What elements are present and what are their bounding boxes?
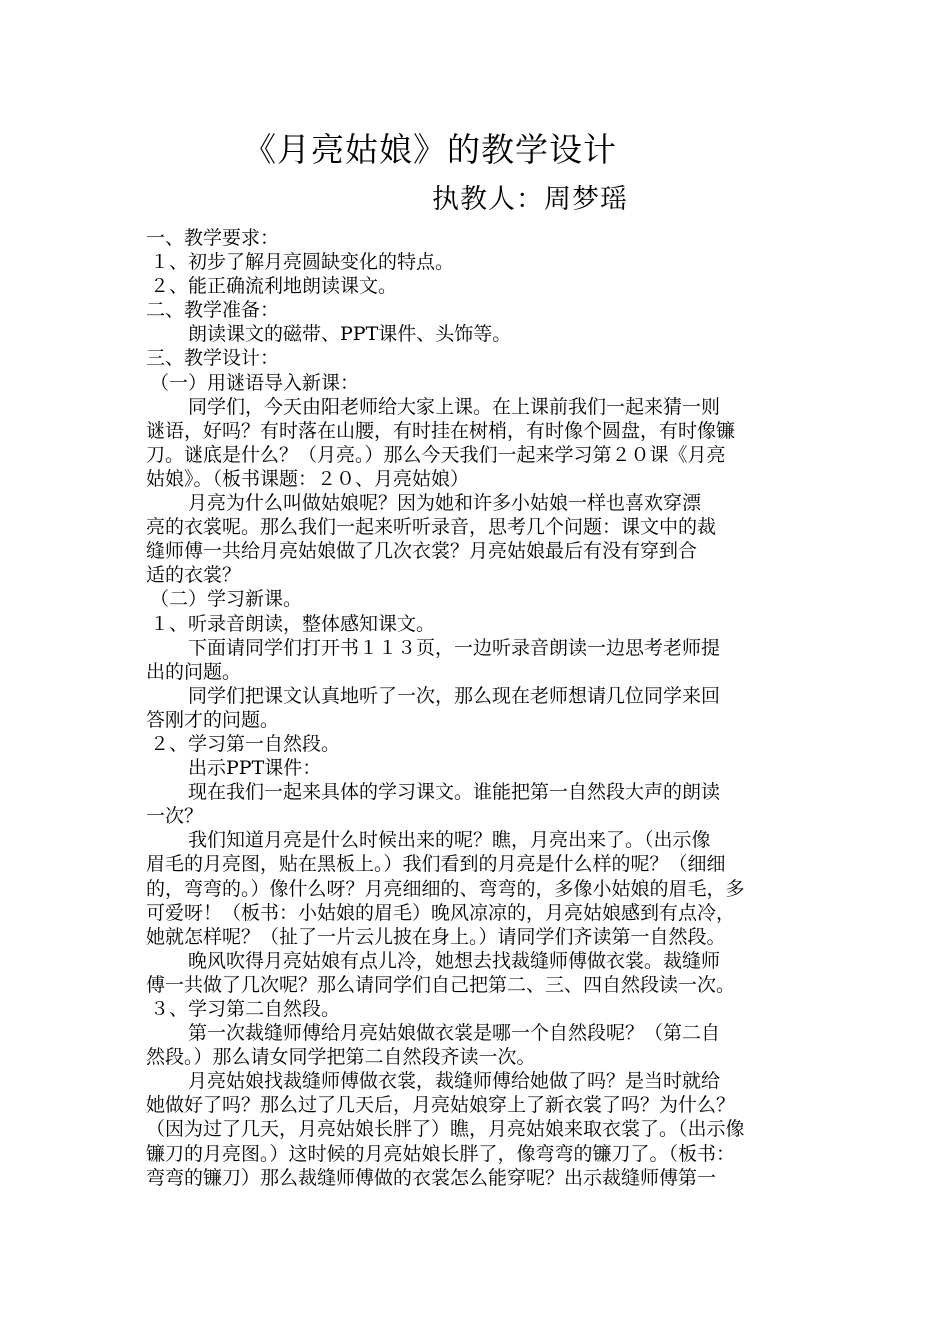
text-line: 可爱呀！（板书：小姑娘的眉毛）晚风凉凉的，月亮姑娘感到有点冷，: [146, 901, 736, 924]
text-line: 姑娘》。（板书课题：２０、月亮姑娘）: [146, 467, 470, 490]
text-line: 她做好了吗？那么过了几天后，月亮姑娘穿上了新衣裳了吗？为什么？: [146, 1094, 736, 1117]
text-line: 晚风吹得月亮姑娘有点儿冷，她想去找裁缝师傅做衣裳。裁缝师: [188, 949, 721, 972]
text-line: 亮的衣裳呢。那么我们一起来听听录音，思考几个问题：课文中的裁: [146, 516, 717, 539]
text-line: 镰刀的月亮图。）这时候的月亮姑娘长胖了，像弯弯的镰刀了。（板书：: [146, 1142, 736, 1165]
text-line: 朗读课文的磁带、PPT课件、头饰等。: [188, 323, 512, 346]
text-line: 刀。谜底是什么？（月亮。）那么今天我们一起来学习第２０课《月亮: [146, 443, 726, 466]
text-line: 谜语，好吗？有时落在山腰，有时挂在树梢，有时像个圆盘，有时像镰: [146, 419, 736, 442]
text-line: 答刚才的问题。: [146, 708, 280, 731]
text-line: ２、学习第一自然段。: [150, 732, 341, 755]
text-line: 现在我们一起来具体的学习课文。谁能把第一自然段大声的朗读: [188, 781, 721, 804]
text-line: 眉毛的月亮图，贴在黑板上。）我们看到的月亮是什么样的呢？（细细: [146, 853, 726, 876]
document-title: 《月亮姑娘》的教学设计: [243, 130, 617, 169]
text-line: 第一次裁缝师傅给月亮姑娘做衣裳是哪一个自然段呢？（第二自: [188, 1022, 721, 1045]
text-line: ２、能正确流利地朗读课文。: [150, 275, 398, 298]
text-line: 二、教学准备：: [146, 299, 280, 322]
text-line: 缝师傅一共给月亮姑娘做了几次衣裳？月亮姑娘最后有没有穿到合: [146, 540, 698, 563]
text-line: 一次？: [146, 805, 204, 828]
text-line: 同学们，今天由阳老师给大家上课。在上课前我们一起来猜一则: [188, 395, 721, 418]
document-body: [146, 226, 810, 1190]
text-line: 然段。）那么请女同学把第二自然段齐读一次。: [146, 1046, 536, 1069]
text-line: 三、教学设计：: [146, 347, 280, 370]
text-line: （因为过了几天，月亮姑娘长胖了）瞧，月亮姑娘来取衣裳了。（出示像: [146, 1118, 745, 1141]
text-line: 傅一共做了几次呢？那么请同学们自己把第二、三、四自然段读一次。: [146, 973, 736, 996]
text-line: 出示PPT课件：: [188, 757, 322, 780]
text-line: 弯弯的镰刀）那么裁缝师傅做的衣裳怎么能穿呢？出示裁缝师傅第一: [146, 1166, 717, 1189]
text-line: ３、学习第二自然段。: [150, 998, 341, 1020]
text-line: １、听录音朗读，整体感知课文。: [150, 612, 436, 635]
text-line: 她就怎样呢？（扯了一片云儿披在身上。）请同学们齐读第一自然段。: [146, 925, 726, 948]
text-line: （一）用谜语导入新课：: [150, 371, 360, 394]
text-line: 适的衣裳？: [146, 564, 242, 587]
text-line: 一、教学要求：: [146, 227, 280, 249]
text-line: 月亮姑娘找裁缝师傅做衣裳，裁缝师傅给她做了吗？是当时就给: [188, 1070, 721, 1093]
text-line: 我们知道月亮是什么时候出来的呢？瞧，月亮出来了。（出示像: [188, 829, 711, 852]
text-line: 下面请同学们打开书１１３页，一边听录音朗读一边思考老师提: [188, 636, 721, 659]
text-line: 的，弯弯的。）像什么呀？月亮细细的、弯弯的，多像小姑娘的眉毛，多: [146, 877, 745, 900]
teacher-name: 执教人：周梦瑶: [432, 184, 628, 215]
text-line: 同学们把课文认真地听了一次，那么现在老师想请几位同学来回: [188, 684, 721, 707]
text-line: 出的问题。: [146, 660, 242, 683]
text-line: （二）学习新课。: [150, 588, 303, 611]
text-line: １、初步了解月亮圆缺变化的特点。: [150, 251, 455, 274]
text-line: 月亮为什么叫做姑娘呢？因为她和许多小姑娘一样也喜欢穿漂: [188, 492, 702, 515]
